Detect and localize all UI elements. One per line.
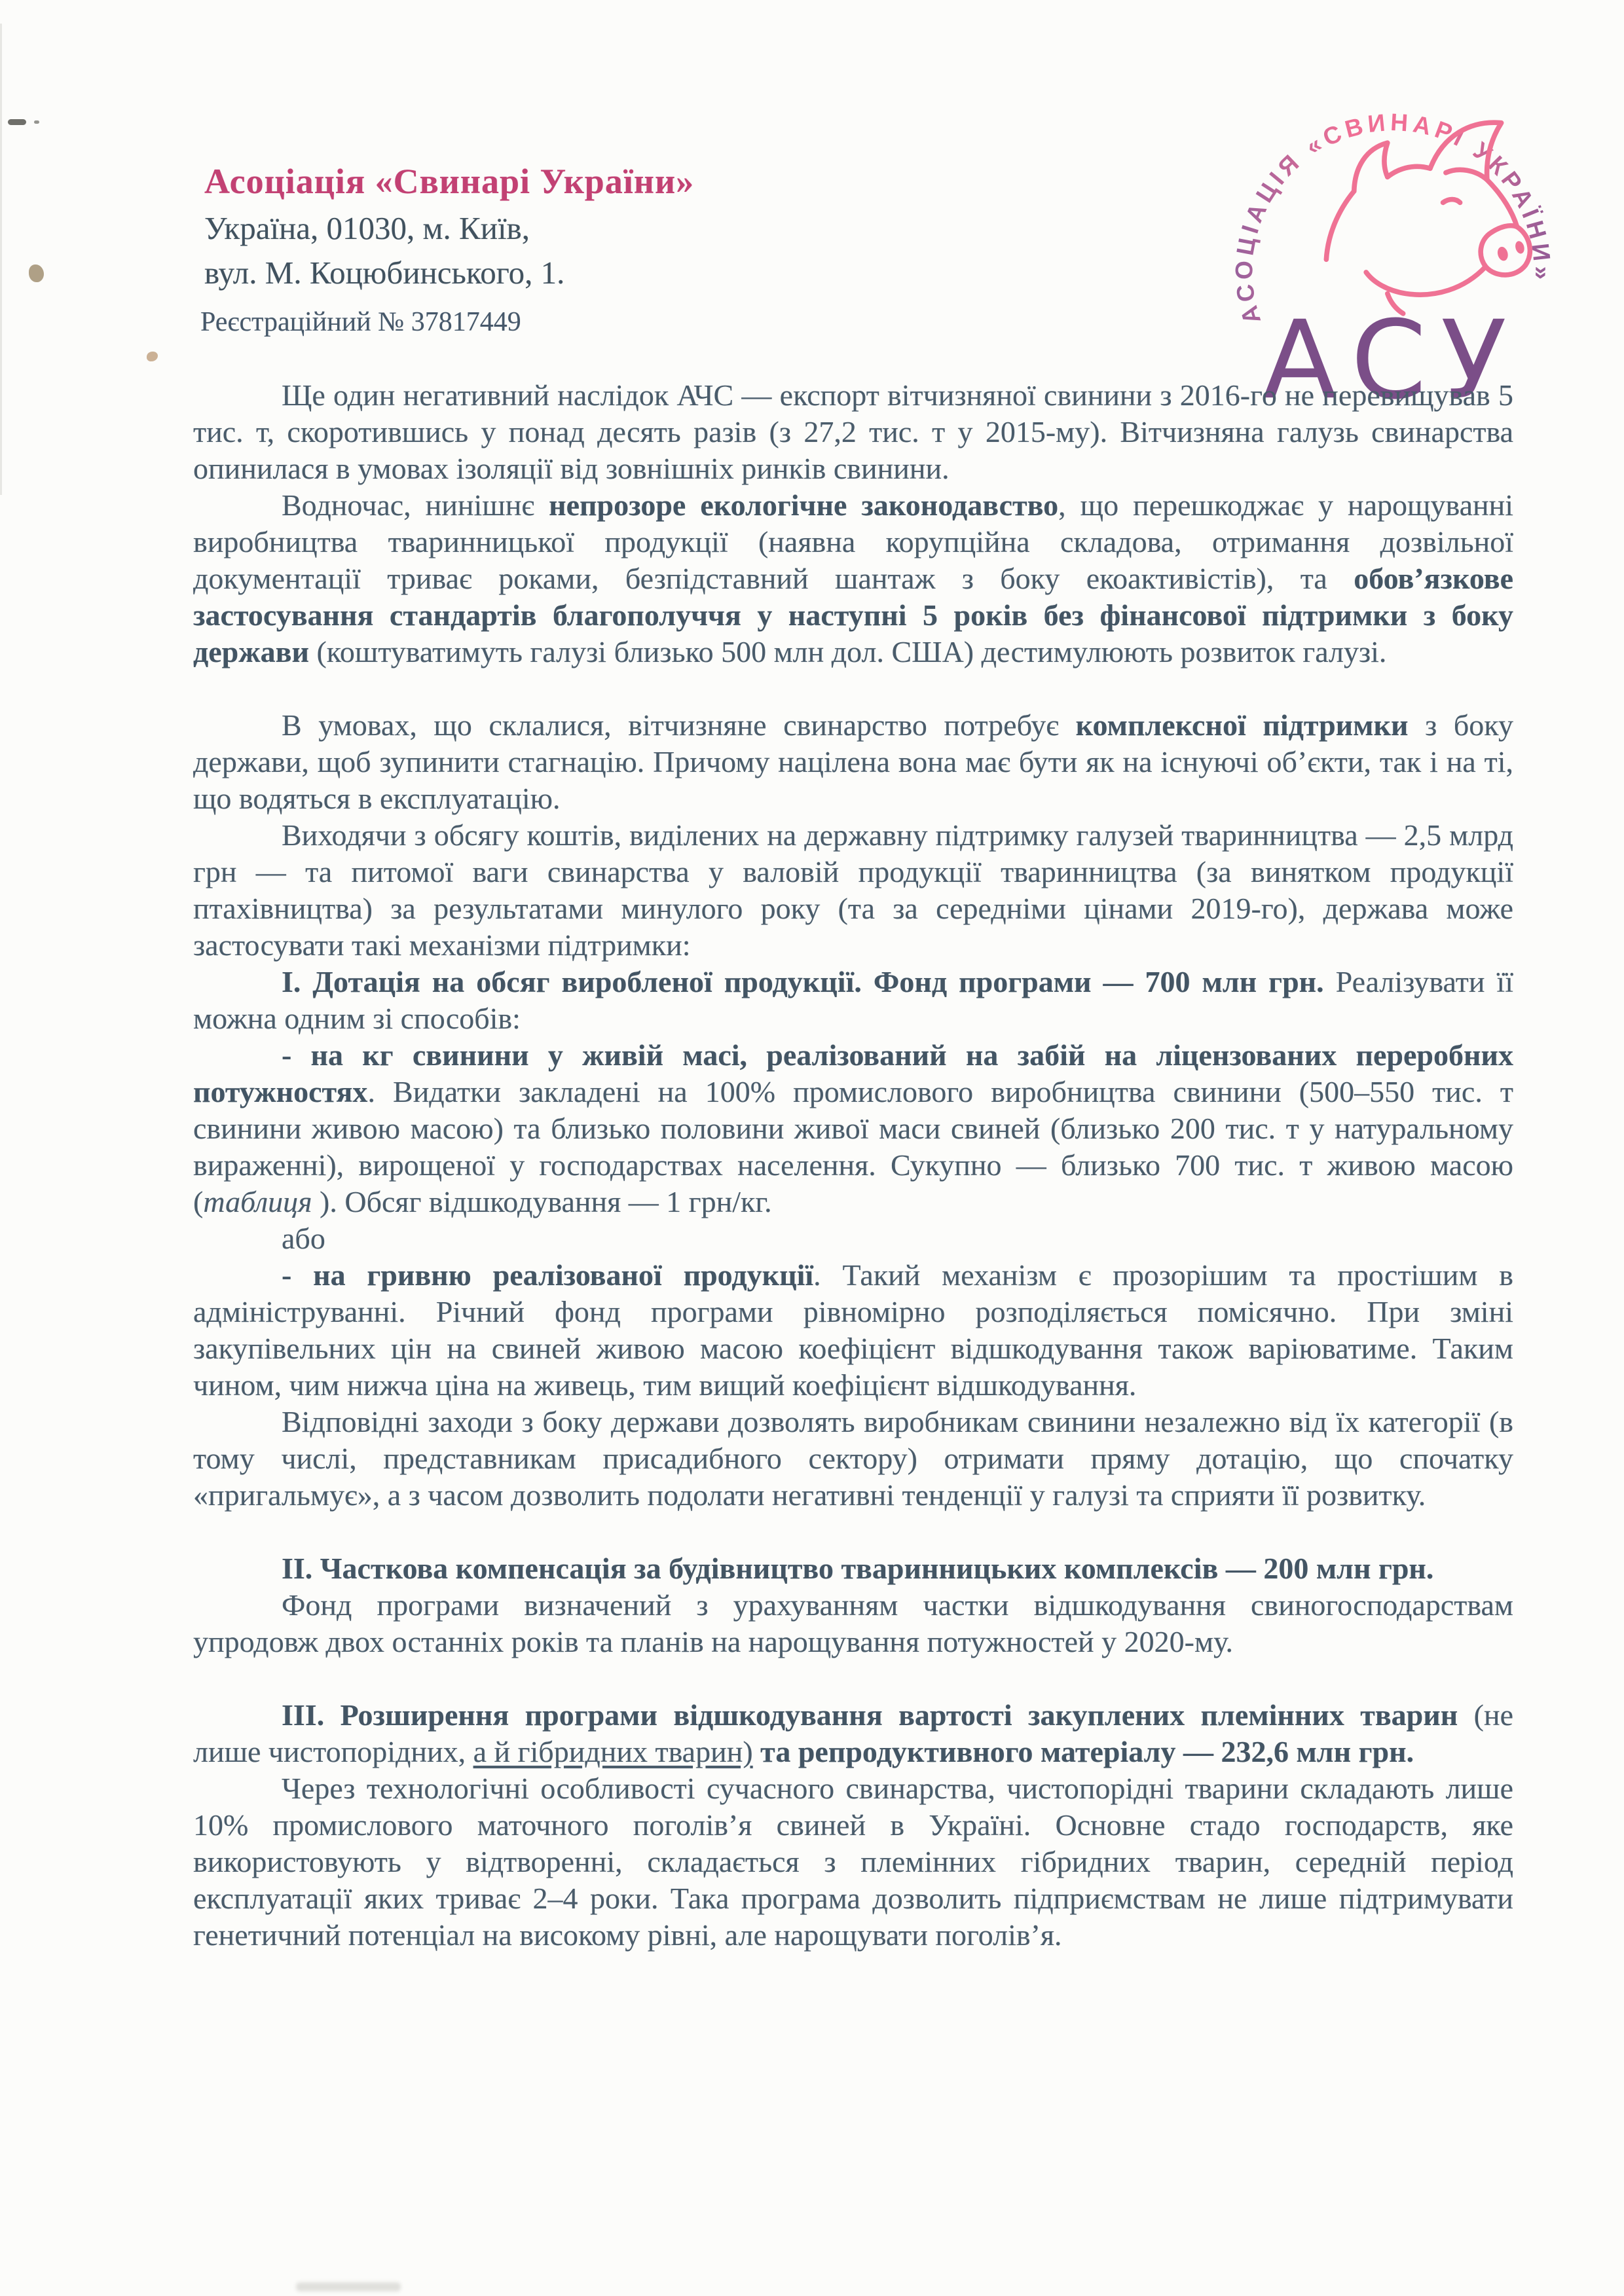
- text-run: - на кг свинини у живій масі, реалізований на забій на ліцензованих переробних потужностях: [193, 1038, 1513, 1108]
- paragraph: [193, 1404, 1513, 1514]
- scan-smudge: [296, 2282, 401, 2291]
- text-run: . Видатки закладені на 100% промислового виробництва свинини (500–550 тис. т свинини живою масою) та близько половини живої маси свиней (близько 200 тис. т у натуральному вираженні), вирощеної у господарствах населення. Сукупно — близько 700 тис. т живою масою (: [193, 1075, 1513, 1218]
- text-run: [753, 1735, 761, 1768]
- text-run: ІІ. Часткова компенсація за будівництво тваринницьких комплексів — 200 млн грн.: [282, 1552, 1434, 1585]
- text-run: Фонд програми визначений з урахуванням частки відшкодування свиногосподарствам упродовж двох останніх років та планів на нарощування потужностей у 2020-му.: [193, 1588, 1513, 1658]
- paragraph: [193, 1220, 1513, 1257]
- scan-speck: [147, 352, 158, 361]
- text-run: таблиця: [203, 1185, 312, 1218]
- paragraph: [193, 707, 1513, 817]
- text-run: ІІІ. Розширення програми відшкодування вартості закуплених племінних тварин: [282, 1698, 1458, 1732]
- paragraph: [193, 964, 1513, 1037]
- org-name: Асоціація «Свинарі України»: [204, 162, 695, 201]
- text-run: Відповідні заходи з боку держави дозволять виробникам свинини незалежно від їх категорії (в тому числі, представникам присадибного сектору) отримати пряму дотацію, що спочатку «пригальмує», а з часом дозволить подолати негативні тенденції у галузі та сприяти її розвитку.: [193, 1405, 1513, 1512]
- text-run: В умовах, що склалися, вітчизняне свинарство потребує: [282, 708, 1076, 742]
- text-run: (коштуватимуть галузі близько 500 млн дол. США) дестимулюють розвиток галузі.: [308, 635, 1387, 668]
- text-run: (не лише чистопорідних,: [193, 1698, 1513, 1768]
- text-run: Реалізувати її можна одним зі способів:: [193, 965, 1513, 1035]
- org-address-line2: вул. М. Коцюбинського, 1.: [204, 255, 565, 291]
- text-run: Через технологічні особливості сучасного свинарства, чистопорідні тварини складають лише 10% промислового маточного поголів’я свиней в Україні. Основне стадо господарств, яке використовують у відтворенні, складається з племінних гібридних тварин, середній період експлуатації яких триває 2–4 роки. Така програма дозволить підприємствам не лише підтримувати генетичний потенціал на високому рівні, але нарощувати поголів’я.: [193, 1772, 1513, 1952]
- text-run: . Такий механізм є прозорішим та простішим в адмініструванні. Річний фонд програми рівномірно розподіляється помісячно. При зміні закупівельних цін на свиней живою масою коефіцієнт відшкодування також варіюватиме. Таким чином, чим нижча ціна на живець, тим вищий коефіцієнт відшкодування.: [193, 1258, 1513, 1402]
- paragraph: [193, 1697, 1513, 1770]
- document-body: [193, 377, 1513, 1954]
- text-run: а й гібридних тварин): [473, 1735, 753, 1768]
- paragraph: [193, 817, 1513, 964]
- text-run: комплексної підтримки: [1075, 708, 1409, 742]
- paragraph: [193, 1550, 1513, 1587]
- text-run: з боку держави, щоб зупинити стагнацію. Причому націлена вона має бути як на існуючі об’єкти, так і на ті, що водяться в експлуатацію.: [193, 708, 1513, 815]
- paragraph: [193, 487, 1513, 670]
- registration-number: Реєстраційний № 37817449: [200, 307, 521, 337]
- paragraph: [193, 377, 1513, 487]
- paragraph: [193, 1257, 1513, 1404]
- text-run: - на гривню реалізованої продукції: [282, 1258, 814, 1292]
- paragraph: [193, 1770, 1513, 1954]
- paragraph: [193, 1037, 1513, 1220]
- text-run: або: [282, 1222, 325, 1255]
- logo-acronym: АСУ: [1263, 297, 1521, 424]
- org-address-line1: Україна, 01030, м. Київ,: [204, 210, 530, 246]
- paragraph: [193, 1587, 1513, 1660]
- text-run: обов’язкове застосування стандартів благополуччя у наступні 5 років без фінансової підтримки з боку держави: [193, 562, 1513, 668]
- text-run: непрозоре екологічне законодавство: [549, 488, 1059, 522]
- scan-speck: [29, 264, 44, 282]
- scan-speck: [8, 119, 26, 125]
- text-run: ). Обсяг відшкодування — 1 грн/кг.: [312, 1185, 772, 1218]
- text-run: І. Дотація на обсяг виробленої продукції. Фонд програми — 700 млн грн.: [282, 965, 1324, 998]
- text-run: та репродуктивного матеріалу — 232,6 млн грн.: [760, 1735, 1414, 1768]
- scan-speck: [34, 120, 39, 124]
- text-run: , що перешкоджає у нарощуванні виробництва тваринницької продукції (наявна корупційна складова, отримання дозвільної документації триває роками, безпідставний шантаж з боку екоактивістів), та: [193, 488, 1514, 595]
- scan-edge-artifact: [0, 24, 2, 495]
- text-run: Ще один негативний наслідок АЧС — експорт вітчизняної свинини з 2016-го не перевищував 5 тис. т, скоротившись у понад десять разів (з 27,2 тис. т у 2015-му). Вітчизняна галузь свинарства опинилася в умовах ізоляції від зовнішніх ринків свинини.: [193, 378, 1513, 485]
- text-run: Виходячи з обсягу коштів, виділених на державну підтримку галузей тваринництва — 2,5 млрд грн — та питомої ваги свинарства у валовій продукції тваринництва (за винятком продукції птахівництва) за результатами минулого року (та за середніми цінами 2019-го), держава може застосувати такі механізми підтримки:: [193, 818, 1513, 962]
- text-run: Водночас, нинішнє: [282, 488, 549, 522]
- logo-arc-text: АСОЦІАЦІЯ «СВИНАРІ УКРАЇНИ»: [1230, 108, 1556, 327]
- pig-head-icon: [1326, 122, 1530, 314]
